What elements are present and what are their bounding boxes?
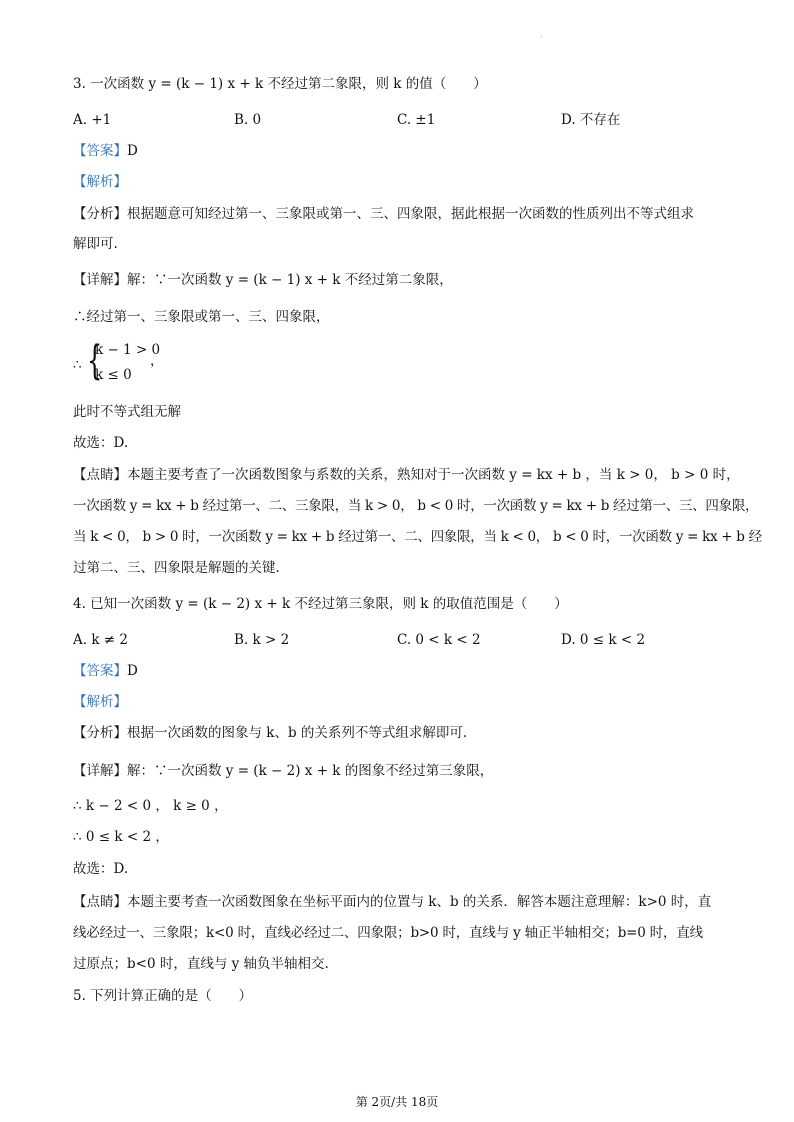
q3-fenxi-line-2: 解即可. — [73, 236, 118, 252]
q3-system-row-1: k − 1 > 0 — [95, 342, 161, 358]
q3-analysis-line — [73, 173, 724, 191]
q4-fenxi-text: 根据一次函数的图象与 k、b 的关系列不等式组求解即可. — [127, 725, 468, 741]
scan-dot: · — [540, 33, 543, 42]
q4-option-c: C. 0 < k < 2 — [397, 632, 481, 648]
q4-answer-tag: 【答案】 — [73, 663, 127, 679]
q4-dianjing-tag: 【点睛】 — [73, 894, 127, 910]
q5-stem: 5. 下列计算正确的是（ ） — [73, 988, 253, 1004]
q3-analysis-tag: 【解析】 — [73, 174, 127, 190]
q3-therefore-symbol: ∴ — [73, 357, 82, 373]
q3-system-brace: { — [87, 338, 103, 384]
q3-answer-tag: 【答案】 — [73, 143, 127, 159]
q4-fenxi-line — [73, 724, 724, 742]
q4-fenxi-tag: 【分析】 — [73, 725, 127, 741]
q3-fenxi-text-1: 根据题意可知经过第一、三象限或第一、三、四象限，据此根据一次函数的性质列出不等式组求 — [127, 206, 694, 222]
q3-fenxi-line-1 — [73, 205, 724, 223]
q3-xiangjie-line — [73, 271, 724, 289]
q3-option-a: A. +1 — [73, 112, 112, 128]
q4-xiangjie-text: 解：∵一次函数 y = (k − 2) x + k 的图象不经过第三象限， — [127, 763, 494, 779]
q4-option-a: A. k ≠ 2 — [73, 632, 128, 648]
q3-dianjing-text-1: 本题主要考查了一次函数图象与系数的关系，熟知对于一次函数 y = kx + b ，当 k > 0， b > 0 时， — [127, 467, 740, 483]
q4-xiangjie-line — [73, 762, 724, 780]
q3-no-solution: 此时不等式组无解 — [73, 404, 181, 420]
q3-dianjing-line-1 — [73, 466, 740, 484]
q3-option-d: D. 不存在 — [561, 112, 621, 128]
q3-option-b: B. 0 — [234, 112, 262, 128]
q3-answer-line — [73, 142, 724, 160]
q4-choose: 故选：D. — [73, 861, 129, 877]
q4-xiangjie-tag: 【详解】 — [73, 763, 127, 779]
q3-answer-value: D — [127, 143, 138, 159]
q3-option-c: C. ±1 — [397, 112, 436, 128]
q3-xiangjie-tag: 【详解】 — [73, 272, 127, 288]
q4-option-b: B. k > 2 — [234, 632, 290, 648]
q3-system-comma: ， — [150, 353, 164, 369]
page-footer: 第 2页/共 18页 — [355, 1095, 439, 1109]
q3-step-1: ∴经过第一、三象限或第一、三、四象限， — [73, 309, 330, 325]
q3-dianjing-line-4: 过第二、三、四象限是解题的关键. — [73, 560, 280, 576]
q4-analysis-tag: 【解析】 — [73, 694, 127, 710]
q3-dianjing-tag: 【点睛】 — [73, 467, 127, 483]
q4-dianjing-line-2: 线必经过一、三象限；k<0 时，直线必经过二、四象限；b>0 时，直线与 y 轴正半轴相交；b=0 时，直线 — [73, 925, 703, 941]
q4-dianjing-text-1: 本题主要考查一次函数图象在坐标平面内的位置与 k、b 的关系．解答本题注意理解：k>0 时，直 — [127, 894, 712, 910]
q3-dianjing-line-2: 一次函数 y = kx + b 经过第一、二、三象限，当 k > 0， b < 0 时，一次函数 y = kx + b 经过第一、三、四象限， — [73, 498, 759, 514]
q4-dianjing-line-3: 过原点；b<0 时，直线与 y 轴负半轴相交. — [73, 956, 329, 972]
q4-answer-value: D — [127, 663, 138, 679]
q4-step-2: ∴ 0 ≤ k < 2 ， — [73, 829, 169, 845]
q3-dianjing-line-3: 当 k < 0， b > 0 时，一次函数 y = kx + b 经过第一、二、四象限，当 k < 0， b < 0 时，一次函数 y = kx + b 经 — [73, 529, 762, 545]
q4-step-1: ∴ k − 2 < 0 ， k ≥ 0 ， — [73, 798, 228, 814]
q3-choose: 故选：D. — [73, 435, 129, 451]
q3-xiangjie-text: 解：∵一次函数 y = (k − 1) x + k 不经过第二象限， — [127, 272, 453, 288]
q4-dianjing-line-1 — [73, 893, 724, 911]
q4-analysis-line — [73, 693, 724, 711]
q3-fenxi-tag: 【分析】 — [73, 206, 127, 222]
q4-answer-line — [73, 662, 724, 680]
q3-system-row-2: k ≤ 0 — [95, 367, 132, 383]
q3-stem: 3. 一次函数 y = (k − 1) x + k 不经过第二象限，则 k 的值（ ） — [73, 76, 487, 92]
q4-option-d: D. 0 ≤ k < 2 — [561, 632, 646, 648]
q4-stem: 4. 已知一次函数 y = (k − 2) x + k 不经过第三象限，则 k 的取值范围是（ ） — [73, 596, 568, 612]
